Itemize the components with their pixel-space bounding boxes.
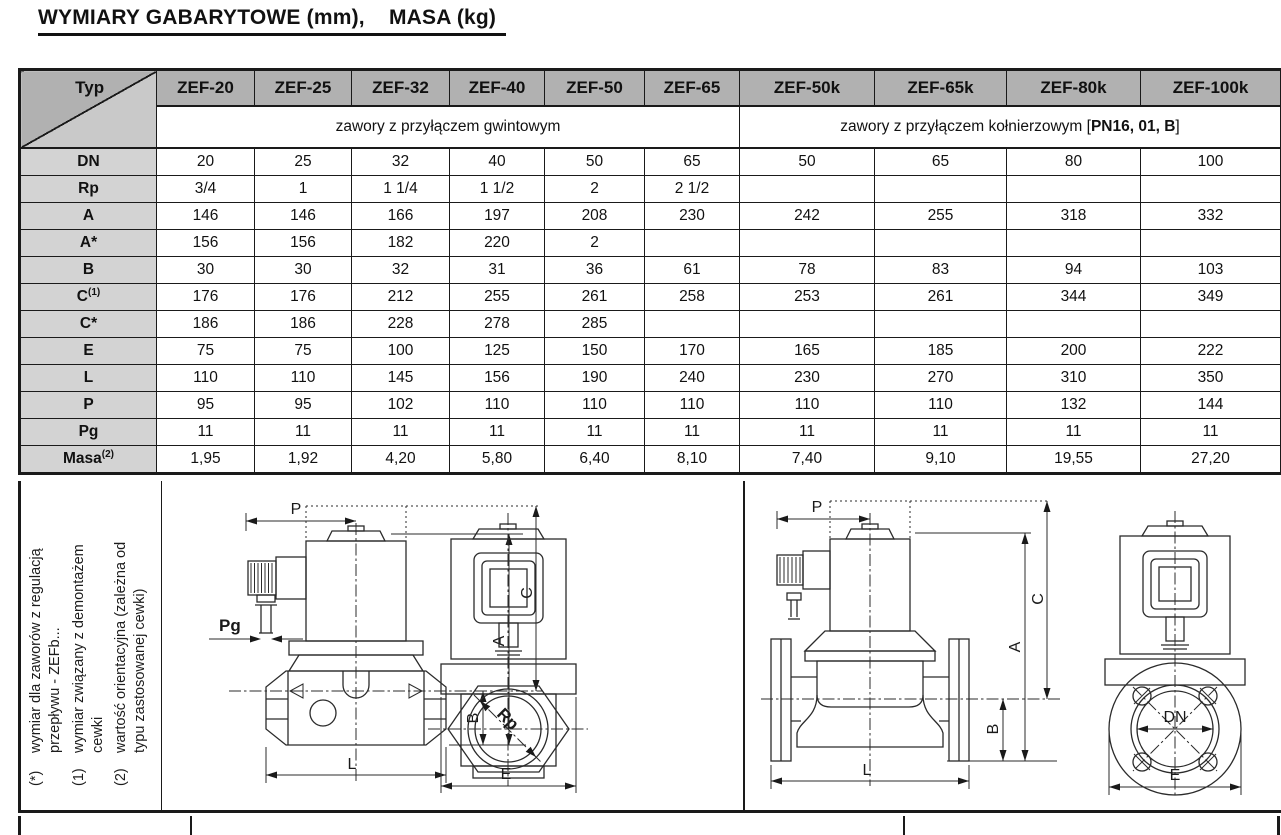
table-cell: 197 bbox=[450, 203, 545, 230]
table-cell: 11 bbox=[157, 419, 255, 446]
column-header: ZEF-25 bbox=[255, 70, 352, 107]
table-cell: 156 bbox=[450, 365, 545, 392]
table-cell: 100 bbox=[1141, 148, 1281, 176]
table-cell: 30 bbox=[157, 257, 255, 284]
next-section-left-border bbox=[18, 816, 21, 835]
table-cell: 94 bbox=[1007, 257, 1141, 284]
table-cell: 222 bbox=[1141, 338, 1281, 365]
dim-label-c: C bbox=[1030, 593, 1047, 605]
table-row bbox=[20, 230, 1281, 257]
table-row bbox=[20, 148, 1281, 176]
footnote: (2) wartość orientacyjna (zależna od typu zastosowanej cewki) bbox=[113, 541, 149, 786]
row-label: Rp bbox=[20, 176, 157, 203]
row-label: A bbox=[20, 203, 157, 230]
table-cell: 11 bbox=[740, 419, 875, 446]
flanged-valve-front-drawing bbox=[1075, 481, 1275, 810]
table-cell: 182 bbox=[352, 230, 450, 257]
table-cell: 65 bbox=[875, 148, 1007, 176]
table-cell: 95 bbox=[157, 392, 255, 419]
table-cell: 344 bbox=[1007, 284, 1141, 311]
row-label: P bbox=[20, 392, 157, 419]
table-row bbox=[20, 176, 1281, 203]
table-cell bbox=[645, 230, 740, 257]
table-cell: 228 bbox=[352, 311, 450, 338]
column-header: ZEF-20 bbox=[157, 70, 255, 107]
table-cell: 230 bbox=[740, 365, 875, 392]
table-cell: 1,95 bbox=[157, 446, 255, 474]
table-cell: 150 bbox=[545, 338, 645, 365]
column-header: ZEF-50 bbox=[545, 70, 645, 107]
table-cell bbox=[1007, 176, 1141, 203]
table-cell: 20 bbox=[157, 148, 255, 176]
table-cell: 2 bbox=[545, 230, 645, 257]
row-label: C* bbox=[20, 311, 157, 338]
table-cell: 36 bbox=[545, 257, 645, 284]
table-cell: 255 bbox=[875, 203, 1007, 230]
table-cell: 75 bbox=[255, 338, 352, 365]
row-label: DN bbox=[20, 148, 157, 176]
column-header: ZEF-40 bbox=[450, 70, 545, 107]
group-header-threaded bbox=[157, 106, 740, 148]
table-cell: 212 bbox=[352, 284, 450, 311]
next-section-cutoff bbox=[18, 816, 1280, 835]
table-cell: 186 bbox=[157, 311, 255, 338]
table-cell: 11 bbox=[545, 419, 645, 446]
panel-divider bbox=[743, 481, 745, 810]
table-cell: 146 bbox=[157, 203, 255, 230]
table-cell: 11 bbox=[645, 419, 740, 446]
group-header-row bbox=[20, 106, 1281, 148]
table-cell bbox=[740, 230, 875, 257]
table-cell: 144 bbox=[1141, 392, 1281, 419]
dim-label-c: C bbox=[519, 587, 536, 599]
next-section-right-border bbox=[1277, 816, 1280, 835]
column-header: ZEF-80k bbox=[1007, 70, 1141, 107]
dim-label-p: P bbox=[290, 501, 302, 518]
table-cell: 110 bbox=[545, 392, 645, 419]
page-title: WYMIARY GABARYTOWE (mm), MASA (kg) bbox=[38, 6, 506, 36]
row-label: L bbox=[20, 365, 157, 392]
table-cell: 156 bbox=[255, 230, 352, 257]
table-cell: 242 bbox=[740, 203, 875, 230]
table-cell: 6,40 bbox=[545, 446, 645, 474]
dim-label-b: B bbox=[465, 712, 482, 724]
table-cell: 4,20 bbox=[352, 446, 450, 474]
table-cell: 310 bbox=[1007, 365, 1141, 392]
table-cell: 200 bbox=[1007, 338, 1141, 365]
table-cell: 270 bbox=[875, 365, 1007, 392]
dimensions-table bbox=[18, 68, 1281, 475]
table-cell: 278 bbox=[450, 311, 545, 338]
table-cell bbox=[1007, 230, 1141, 257]
table-row bbox=[20, 392, 1281, 419]
table-head bbox=[20, 70, 1281, 149]
table-cell: 100 bbox=[352, 338, 450, 365]
row-label: B bbox=[20, 257, 157, 284]
table-cell: 1,92 bbox=[255, 446, 352, 474]
table-cell: 80 bbox=[1007, 148, 1141, 176]
threaded-valve-front-drawing bbox=[416, 481, 606, 810]
row-label: $C^{(1)}$ bbox=[20, 284, 157, 311]
table-row bbox=[20, 365, 1281, 392]
row-label: E bbox=[20, 338, 157, 365]
dim-label-a: A bbox=[491, 635, 508, 647]
table-cell: 176 bbox=[157, 284, 255, 311]
table-cell: 1 bbox=[255, 176, 352, 203]
table-cell: 27,20 bbox=[1141, 446, 1281, 474]
table-cell: 318 bbox=[1007, 203, 1141, 230]
table-cell: 11 bbox=[875, 419, 1007, 446]
table-cell: 32 bbox=[352, 257, 450, 284]
table-cell: 230 bbox=[645, 203, 740, 230]
table-cell: 40 bbox=[450, 148, 545, 176]
table-cell: 2 bbox=[545, 176, 645, 203]
table-cell: 83 bbox=[875, 257, 1007, 284]
table-cell: 19,55 bbox=[1007, 446, 1141, 474]
type-header-row bbox=[20, 70, 1281, 107]
dim-label-b: B bbox=[985, 723, 1002, 735]
table-row bbox=[20, 311, 1281, 338]
footnote: (1) wymiar związany z demontażem cewki bbox=[70, 544, 106, 786]
table-cell: 65 bbox=[645, 148, 740, 176]
table-cell: 8,10 bbox=[645, 446, 740, 474]
dim-label-rp: Rp bbox=[493, 704, 523, 734]
dim-label-p: P bbox=[811, 499, 823, 516]
table-cell bbox=[875, 176, 1007, 203]
table-cell: 9,10 bbox=[875, 446, 1007, 474]
table-row bbox=[20, 446, 1281, 474]
table-cell: 11 bbox=[1007, 419, 1141, 446]
row-label: Pg bbox=[20, 419, 157, 446]
table-cell bbox=[875, 230, 1007, 257]
dim-label-l: L bbox=[862, 762, 872, 779]
table-cell: 11 bbox=[1141, 419, 1281, 446]
group-flanged-prefix: zawory z przyłączem kołnierzowym [ bbox=[840, 118, 1091, 135]
dim-label-a: A bbox=[1007, 641, 1024, 653]
table-cell bbox=[645, 311, 740, 338]
table-cell: 50 bbox=[545, 148, 645, 176]
table-cell bbox=[740, 311, 875, 338]
table-cell: 103 bbox=[1141, 257, 1281, 284]
table-cell: 110 bbox=[450, 392, 545, 419]
table-cell: 156 bbox=[157, 230, 255, 257]
table-cell: 146 bbox=[255, 203, 352, 230]
corner-label: Typ bbox=[75, 78, 105, 97]
group-flanged-bold: PN16, 01, B bbox=[1090, 118, 1176, 135]
table-cell: 176 bbox=[255, 284, 352, 311]
table-cell bbox=[1141, 230, 1281, 257]
table-row bbox=[20, 203, 1281, 230]
table-cell: 31 bbox=[450, 257, 545, 284]
next-section-divider-2 bbox=[903, 816, 905, 835]
table-cell: 50 bbox=[740, 148, 875, 176]
table-cell: 61 bbox=[645, 257, 740, 284]
table-cell: 332 bbox=[1141, 203, 1281, 230]
table-cell: 102 bbox=[352, 392, 450, 419]
table-cell: 240 bbox=[645, 365, 740, 392]
flanged-valve-side-drawing bbox=[755, 481, 1075, 810]
table-cell: 261 bbox=[875, 284, 1007, 311]
table-cell: 208 bbox=[545, 203, 645, 230]
table-cell bbox=[1141, 176, 1281, 203]
table-cell: 285 bbox=[545, 311, 645, 338]
table-cell: 110 bbox=[740, 392, 875, 419]
group-flanged-suffix: ] bbox=[1175, 118, 1180, 135]
table-cell: 166 bbox=[352, 203, 450, 230]
table-cell: 255 bbox=[450, 284, 545, 311]
dim-label-e: E bbox=[500, 766, 512, 783]
column-header: ZEF-32 bbox=[352, 70, 450, 107]
table-cell: 349 bbox=[1141, 284, 1281, 311]
footnote-cell bbox=[21, 481, 162, 810]
table-cell: 78 bbox=[740, 257, 875, 284]
table-cell: 25 bbox=[255, 148, 352, 176]
table-cell: 3/4 bbox=[157, 176, 255, 203]
table-cell: 1 1/2 bbox=[450, 176, 545, 203]
column-header: ZEF-65 bbox=[645, 70, 740, 107]
column-header: ZEF-65k bbox=[875, 70, 1007, 107]
table-cell: 32 bbox=[352, 148, 450, 176]
table-cell: 110 bbox=[875, 392, 1007, 419]
group-header-flanged bbox=[740, 106, 1281, 148]
table-cell: 185 bbox=[875, 338, 1007, 365]
table-row bbox=[20, 419, 1281, 446]
corner-cell-typ bbox=[20, 70, 157, 149]
table-cell: 1 1/4 bbox=[352, 176, 450, 203]
dim-label-l: L bbox=[347, 756, 357, 773]
table-cell bbox=[875, 311, 1007, 338]
table-cell bbox=[740, 176, 875, 203]
dim-label-e: E bbox=[1169, 767, 1181, 784]
drawings-section bbox=[18, 481, 1281, 813]
table-cell: 7,40 bbox=[740, 446, 875, 474]
footnotes bbox=[21, 481, 161, 810]
table-cell: 220 bbox=[450, 230, 545, 257]
row-label: A* bbox=[20, 230, 157, 257]
table-cell: 2 1/2 bbox=[645, 176, 740, 203]
row-label: Masa$^{(2)}$ bbox=[20, 446, 157, 474]
table-row bbox=[20, 284, 1281, 311]
table-row bbox=[20, 338, 1281, 365]
table-cell: 110 bbox=[157, 365, 255, 392]
table-cell: 110 bbox=[645, 392, 740, 419]
table-cell: 145 bbox=[352, 365, 450, 392]
table-body bbox=[20, 148, 1281, 474]
dim-label-pg: Pg bbox=[219, 616, 241, 635]
table-cell: 5,80 bbox=[450, 446, 545, 474]
table-cell: 30 bbox=[255, 257, 352, 284]
table-cell: 11 bbox=[255, 419, 352, 446]
table-cell: 170 bbox=[645, 338, 740, 365]
table-cell: 190 bbox=[545, 365, 645, 392]
group-threaded-label: zawory z przyłączem gwintowym bbox=[335, 118, 561, 135]
table-cell bbox=[1141, 311, 1281, 338]
table-cell bbox=[1007, 311, 1141, 338]
table-cell: 125 bbox=[450, 338, 545, 365]
table-cell: 165 bbox=[740, 338, 875, 365]
table-cell: 110 bbox=[255, 365, 352, 392]
column-header: ZEF-50k bbox=[740, 70, 875, 107]
table-cell: 95 bbox=[255, 392, 352, 419]
dim-label-dn: DN bbox=[1163, 709, 1187, 726]
table-cell: 75 bbox=[157, 338, 255, 365]
table-cell: 11 bbox=[450, 419, 545, 446]
table-cell: 186 bbox=[255, 311, 352, 338]
table-row bbox=[20, 257, 1281, 284]
column-header: ZEF-100k bbox=[1141, 70, 1281, 107]
table-cell: 132 bbox=[1007, 392, 1141, 419]
table-cell: 11 bbox=[352, 419, 450, 446]
table-cell: 261 bbox=[545, 284, 645, 311]
footnote: (*) wymiar dla zaworów z regulacją przepływu - ZEFb... bbox=[28, 548, 63, 786]
table-cell: 253 bbox=[740, 284, 875, 311]
table-cell: 350 bbox=[1141, 365, 1281, 392]
next-section-divider-1 bbox=[190, 816, 192, 835]
table-cell: 258 bbox=[645, 284, 740, 311]
